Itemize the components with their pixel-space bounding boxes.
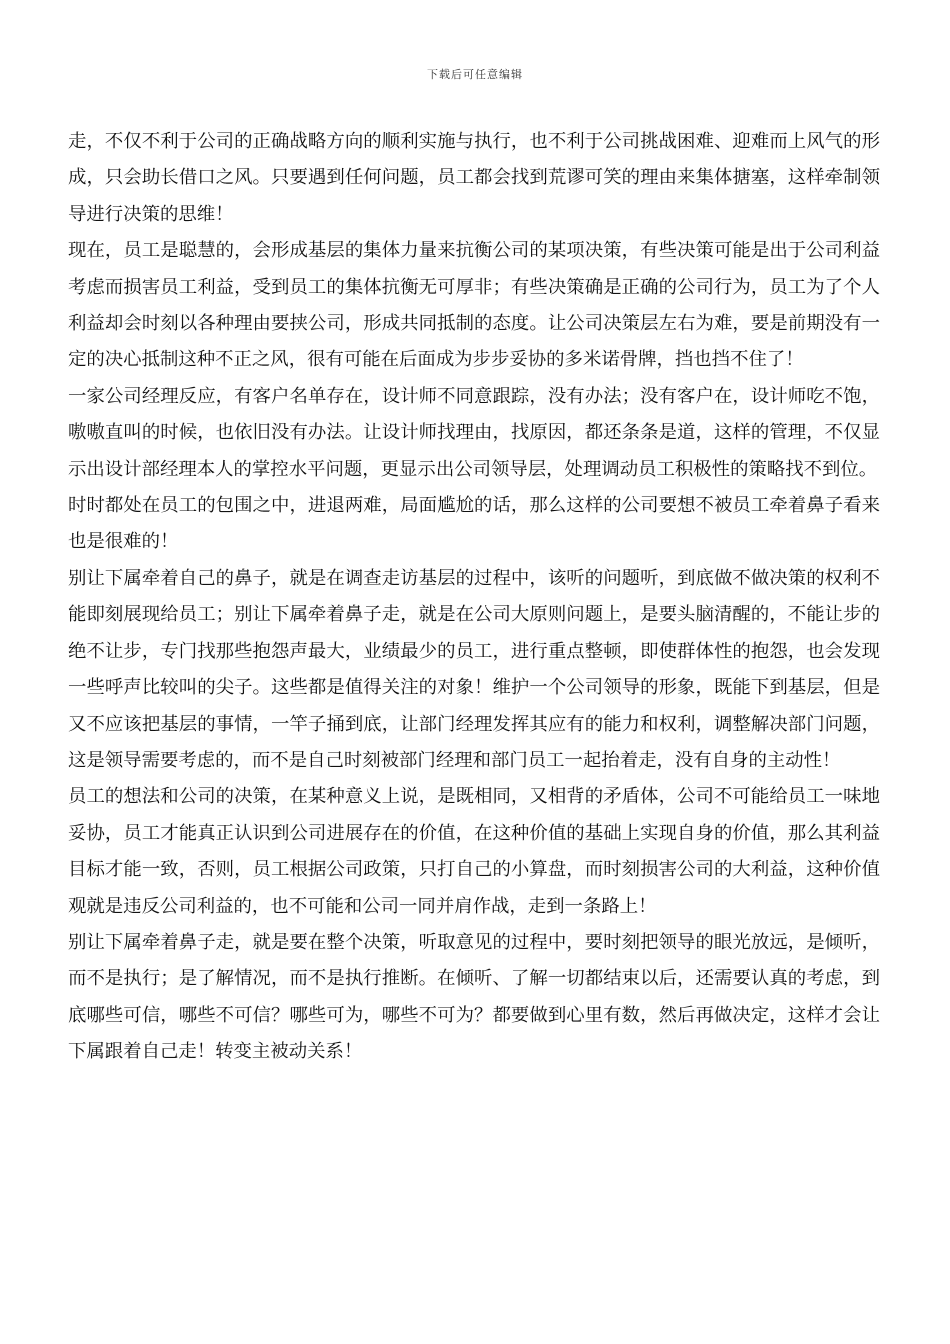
paragraph: 别让下属牵着鼻子走，就是要在整个决策，听取意见的过程中，要时刻把领导的眼光放远，是倾听，而不是执行；是了解情况，而不是执行推断。在倾听、了解一切都结束以后，还需要认真的考虑，到底哪些可信，哪些不可信？哪些可为，哪些不可为？都要做到心里有数，然后再做决定，这样才会让下属跟着自己走！转变主被动关系！ — [68, 931, 880, 1063]
paragraph: 一家公司经理反应，有客户名单存在，设计师不同意跟踪，没有办法；没有客户在，设计师吃不饱，嗷嗷直叫的时候，也依旧没有办法。让设计师找理由，找原因，都还条条是道，这样的管理，不仅显示出设计部经理本人的掌控水平问题，更显示出公司领导层，处理调动员工积极性的策略找不到位。 — [68, 385, 880, 480]
page-header-note: 下载后可任意编辑 — [427, 68, 523, 81]
paragraph: 员工的想法和公司的决策，在某种意义上说，是既相同，又相背的矛盾体，公司不可能给员工一味地妥协，员工才能真正认识到公司进展存在的价值，在这种价值的基础上实现自身的价值，那么其利益目标才能一致，否则，员工根据公司政策，只打自己的小算盘，而时刻损害公司的大利益，这种价值观就是违反公司利益的，也不可能和公司一同并肩作战，走到一条路上！ — [68, 786, 880, 917]
paragraph: 现在，员工是聪慧的，会形成基层的集体力量来抗衡公司的某项决策，有些决策可能是出于公司利益考虑而损害员工利益，受到员工的集体抗衡无可厚非；有些决策确是正确的公司行为，员工为了个人利益却会时刻以各种理由要挟公司，形成共同抵制的态度。让公司决策层左右为难，要是前期没有一定的决心抵制这种不正之风，很有可能在后面成为步步妥协的多米诺骨牌，挡也挡不住了！ — [68, 240, 880, 371]
document-body — [68, 124, 880, 1071]
paragraph: 别让下属牵着自己的鼻子，就是在调查走访基层的过程中，该听的问题听，到底做不做决策的权利不能即刻展现给员工；别让下属牵着鼻子走，就是在公司大原则问题上，是要头脑清醒的，不能让步的绝不让步，专门找那些抱怨声最大，业绩最少的员工，进行重点整顿，即使群体性的抱怨，也会发现一些呼声比较叫的尖子。这些都是值得关注的对象！维护一个公司领导的形象，既能下到基层，但是又不应该把基层的事情，一竿子捅到底，让部门经理发挥其应有的能力和权利，调整解决部门问题，这是领导需要考虑的，而不是自己时刻被部门经理和部门员工一起抬着走，没有自身的主动性！ — [68, 567, 880, 771]
paragraph: 走，不仅不利于公司的正确战略方向的顺利实施与执行，也不利于公司挑战困难、迎难而上风气的形成，只会助长借口之风。只要遇到任何问题，员工都会找到荒谬可笑的理由来集体搪塞，这样牵制领导进行决策的思维！ — [68, 131, 880, 225]
paragraph: 时时都处在员工的包围之中，进退两难，局面尴尬的话，那么这样的公司要想不被员工牵着鼻子看来也是很难的！ — [68, 495, 880, 553]
